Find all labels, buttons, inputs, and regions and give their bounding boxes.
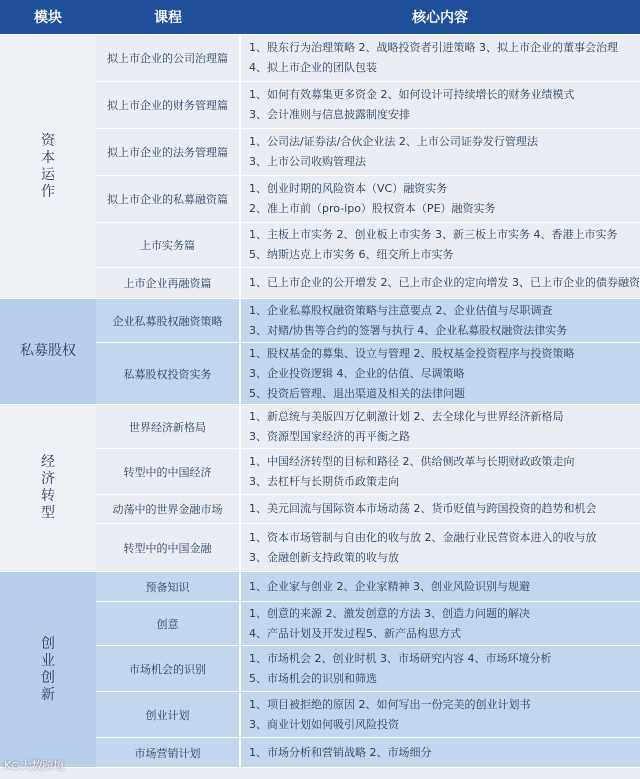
course-name: 市场营销计划 <box>96 738 240 768</box>
content-line: 3、资源型国家经济的再平衡之路 <box>249 429 410 443</box>
content-line: 1、股权基金的募集、设立与管理 2、股权基金投资程序与投资策略 <box>249 346 575 360</box>
module-cell <box>0 405 96 572</box>
table-row <box>0 343 640 405</box>
module-label: 私募股权 <box>20 343 76 359</box>
course-name: 企业私募股权融资策略 <box>96 299 240 343</box>
course-name: 创意 <box>96 602 240 646</box>
content-line: 1、企业私募股权融资策略与注意要点 2、企业估值与尽职调查 <box>249 303 553 317</box>
course-content <box>240 299 640 343</box>
course-name: 动荡中的世界金融市场 <box>96 495 240 524</box>
content-line: 1、美元回流与国际资本市场动荡 2、货币贬值与跨国投资的趋势和机会 <box>249 502 597 515</box>
content-line: 3、商业计划如何吸引风险投资 <box>249 717 399 731</box>
table-row <box>0 572 640 602</box>
course-name: 预备知识 <box>96 572 240 602</box>
module-label: 创 <box>41 669 55 686</box>
content-line: 5、投资后管理、退出渠道及相关的法律问题 <box>249 386 465 400</box>
course-content <box>240 82 640 129</box>
table-row <box>0 449 640 495</box>
content-line: 1、创意的来源 2、激发创意的方法 3、创造力问题的解决 <box>249 606 530 620</box>
course-name: 拟上市企业的公司治理篇 <box>96 35 240 82</box>
table-row <box>0 82 640 129</box>
content-line: 1、资本市场管制与自由化的收与放 2、金融行业民营资本进入的收与放 <box>249 530 597 544</box>
course-name: 世界经济新格局 <box>96 405 240 449</box>
course-content <box>240 449 640 495</box>
module-cell <box>0 299 96 405</box>
module-label: 资 <box>41 132 55 149</box>
module-label: 作 <box>41 183 55 200</box>
module-label: 经 <box>41 454 55 470</box>
course-content <box>240 572 640 602</box>
content-line: 3、去杠杆与长期货币政策走向 <box>249 474 399 488</box>
table-row <box>0 299 640 343</box>
content-line: 4、产品计划及开发过程5、新产品构思方式 <box>249 626 461 640</box>
course-name: 上市实务篇 <box>96 223 240 268</box>
content-line: 1、公司法/证券法/合伙企业法 2、上市公司证券发行管理法 <box>249 135 538 148</box>
content-line: 4、拟上市企业的团队包装 <box>249 61 377 74</box>
table-row <box>0 738 640 768</box>
course-content <box>240 35 640 82</box>
course-name: 私募股权投资实务 <box>96 343 240 405</box>
course-name: 拟上市企业的私募融资篇 <box>96 176 240 223</box>
course-content <box>240 738 640 768</box>
module-cell <box>0 35 96 299</box>
module-label: 运 <box>41 166 55 183</box>
table-row <box>0 35 640 82</box>
course-content <box>240 495 640 524</box>
course-content <box>240 405 640 449</box>
module-label: 型 <box>41 505 55 521</box>
table-row <box>0 692 640 738</box>
course-content <box>240 692 640 738</box>
content-line: 1、新总统与美版四万亿刺激计划 2、去全球化与世界经济新格局 <box>249 409 564 423</box>
course-content <box>240 524 640 572</box>
table-row <box>0 646 640 692</box>
course-content <box>240 343 640 405</box>
content-line: 1、股东行为治理策略 2、战略投资者引进策略 3、拟上市企业的董事会治理 <box>249 41 618 54</box>
content-line: 3、上市公司收购管理法 <box>249 155 366 168</box>
content-line: 5、市场机会的识别和筛选 <box>249 671 377 685</box>
content-line: 1、如何有效募集更多资金 2、如何设计可持续增长的财务业绩模式 <box>249 88 575 101</box>
module-cell <box>0 572 96 768</box>
content-line: 3、会计准则与信息披露制度安排 <box>249 108 410 121</box>
content-line: 1、企业家与创业 2、企业家精神 3、创业风险识别与规避 <box>249 579 530 593</box>
table-header-row <box>0 0 640 35</box>
course-name: 拟上市企业的财务管理篇 <box>96 82 240 129</box>
table-row <box>0 268 640 299</box>
content-line: 1、已上市企业的公开增发 2、已上市企业的定向增发 3、已上市企业的债券融资 <box>249 276 640 289</box>
course-content <box>240 268 640 299</box>
course-content <box>240 602 640 646</box>
course-name: 上市企业再融资篇 <box>96 268 240 299</box>
course-content <box>240 646 640 692</box>
module-label: 济 <box>41 471 55 487</box>
course-name: 市场机会的识别 <box>96 646 240 692</box>
content-line: 2、准上市前（pro-ipo）股权资本（PE）融资实务 <box>249 202 496 215</box>
content-line: 3、企业投资逻辑 4、企业的估值、尽调策略 <box>249 366 465 380</box>
table-row <box>0 495 640 524</box>
course-name: 转型中的中国经济 <box>96 449 240 495</box>
table-row <box>0 176 640 223</box>
course-content <box>240 176 640 223</box>
header-course: 课程 <box>96 0 240 35</box>
content-line: 1、中国经济转型的目标和路径 2、供给侧改革与长期财政政策走向 <box>249 454 575 468</box>
header-module: 模块 <box>0 0 96 35</box>
content-line: 3、金融创新支持政策的收与放 <box>249 550 399 564</box>
table-row <box>0 602 640 646</box>
table-row <box>0 524 640 572</box>
content-line: 1、项目被拒绝的原因 2、如何写出一份完美的创业计划书 <box>249 697 531 711</box>
content-line: 1、市场分析和营销战略 2、市场细分 <box>249 745 432 759</box>
table-row <box>0 129 640 176</box>
content-line: 5、纳斯达克上市实务 6、纽交所上市实务 <box>249 248 454 261</box>
course-name: 创业计划 <box>96 692 240 738</box>
content-line: 1、市场机会 2、创业时机 3、市场研究内容 4、市场环境分析 <box>249 651 552 665</box>
module-label: 新 <box>41 686 55 703</box>
module-label: 本 <box>41 149 55 166</box>
module-label: 转 <box>41 488 55 504</box>
course-name: 拟上市企业的法务管理篇 <box>96 129 240 176</box>
content-line: 1、主板上市实务 2、创业板上市实务 3、新三板上市实务 4、香港上市实务 <box>249 228 618 241</box>
table-row <box>0 405 640 449</box>
course-name: 转型中的中国金融 <box>96 524 240 572</box>
module-label: 业 <box>41 652 55 669</box>
table-row <box>0 223 640 268</box>
content-line: 1、创业时期的风险资本（VC）融资实务 <box>249 182 448 195</box>
watermark-logo: K⊙大数跨境 <box>4 759 65 772</box>
module-label: 创 <box>41 635 55 652</box>
course-content <box>240 129 640 176</box>
header-content: 核心内容 <box>240 0 640 35</box>
content-line: 3、对赌/协售等合约的签署与执行 4、企业私募股权融资法律实务 <box>249 323 568 337</box>
course-content <box>240 223 640 268</box>
